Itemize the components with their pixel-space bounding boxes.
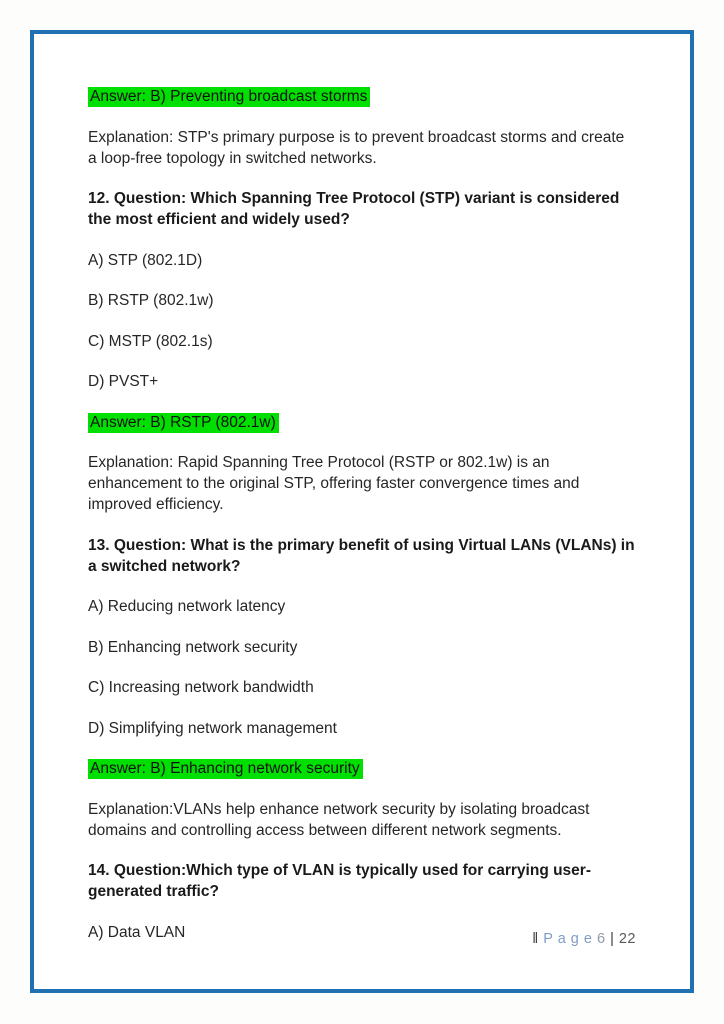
answer-line xyxy=(88,758,636,779)
question-13: 13. Question: What is the primary benefit of using Virtual LANs (VLANs) in a switched network? xyxy=(88,536,635,575)
explanation-paragraph: Explanation: Rapid Spanning Tree Protocol (RSTP or 802.1w) is an enhancement to the original STP, offering faster convergence times and improved efficiency. xyxy=(88,454,580,513)
option-d: D) Simplifying network management xyxy=(88,719,337,737)
answer-highlight: Answer: B) Preventing broadcast storms xyxy=(88,87,370,107)
option-c: C) Increasing network bandwidth xyxy=(88,679,314,696)
page-border-frame xyxy=(30,30,694,993)
footer-page-number: 6 xyxy=(596,931,611,947)
answer-highlight: Answer: B) RSTP (802.1w) xyxy=(88,413,279,433)
option-c: C) MSTP (802.1s) xyxy=(88,332,213,350)
page-footer xyxy=(514,915,636,963)
option-b: B) RSTP (802.1w) xyxy=(88,292,214,309)
question-14: 14. Question:Which type of VLAN is typically used for carrying user-generated traffic? xyxy=(88,862,591,900)
document-content xyxy=(34,34,690,962)
question-12: 12. Question: Which Spanning Tree Protocol (STP) variant is considered the most efficient and widely used? xyxy=(88,190,620,228)
answer-highlight: Answer: B) Enhancing network security xyxy=(88,759,363,779)
option-b: B) Enhancing network security xyxy=(88,638,298,656)
explanation-paragraph: Explanation:VLANs help enhance network security by isolating broadcast domains and controlling access between different network segments. xyxy=(88,800,590,839)
answer-line xyxy=(88,412,636,433)
option-a: A) STP (802.1D) xyxy=(88,251,203,269)
explanation-paragraph: Explanation: STP's primary purpose is to prevent broadcast storms and create a loop-free topology in switched networks. xyxy=(88,128,625,167)
option-a: A) Reducing network latency xyxy=(88,598,286,615)
footer-separator: | xyxy=(610,931,619,947)
footer-page-word: P a g e xyxy=(543,931,597,947)
footer-total-pages: 22 xyxy=(618,931,636,947)
answer-line xyxy=(88,86,636,107)
option-a: A) Data VLAN xyxy=(88,923,186,941)
option-d: D) PVST+ xyxy=(88,373,159,390)
footer-bars: ‖ xyxy=(532,931,544,947)
